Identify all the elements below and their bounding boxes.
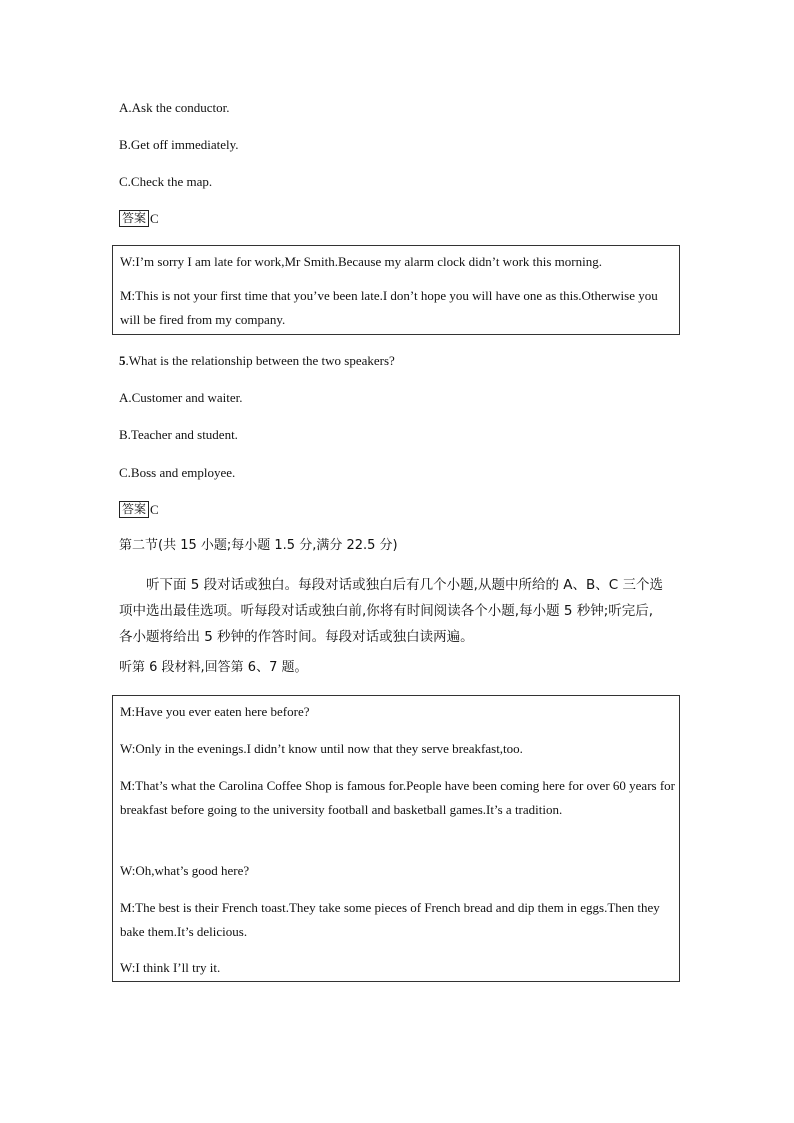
q5-question [119,353,395,369]
dialog-line: M:This is not your first time that you’ve been late.I don’t hope you will have one as this.Otherwise you will be fired from my company. [120,288,658,327]
q4-option-a: A.Ask the conductor. [119,100,230,115]
q4-answer [119,210,159,227]
q4-option-c: C.Check the map. [119,174,213,189]
answer-value: C [150,501,159,517]
dialog-line: W:Oh,what’s good here? [120,863,250,878]
question-number: 5 [119,353,126,368]
q5-answer [119,501,159,518]
answer-value: C [150,210,159,226]
dialog-box-material-6 [112,695,680,982]
q4-option-b: B.Get off immediately. [119,137,239,152]
dialog-box-q5 [112,245,680,335]
dialog-line: M:Have you ever eaten here before? [120,704,310,719]
dialog-line: W:I think I’ll try it. [120,960,221,975]
answer-label-box: 答案 [119,501,149,518]
section-heading: 第二节(共 15 小题;每小题 1.5 分,满分 22.5 分) [119,538,398,553]
section-instructions: 听下面 5 段对话或独白。每段对话或独白后有几个小题,从题中所给的 A、B、C 三个选项中选出最佳选项。听每段对话或独白前,你将有时间阅读各个小题,每小题 5 秒钟;听完后,各小题将给出 5 秒钟的作答时间。每段对话或独白读两遍。 [119,577,663,645]
dialog-line: M:That’s what the Carolina Coffee Shop is famous for.People have been coming here for over 60 years for breakfast before going to the university football and basketball games.It’s a tradition. [120,778,675,817]
material-intro: 听第 6 段材料,回答第 6、7 题。 [119,660,308,675]
question-text: .What is the relationship between the two speakers? [125,353,395,368]
q5-option-b: B.Teacher and student. [119,427,238,442]
q5-option-a: A.Customer and waiter. [119,390,243,405]
dialog-line: M:The best is their French toast.They take some pieces of French bread and dip them in eggs.Then they bake them.It’s delicious. [120,900,660,939]
answer-label-box: 答案 [119,210,149,227]
q5-option-c: C.Boss and employee. [119,465,236,480]
dialog-line: W:Only in the evenings.I didn’t know until now that they serve breakfast,too. [120,741,523,756]
dialog-line: W:I’m sorry I am late for work,Mr Smith.Because my alarm clock didn’t work this morning. [120,254,602,269]
